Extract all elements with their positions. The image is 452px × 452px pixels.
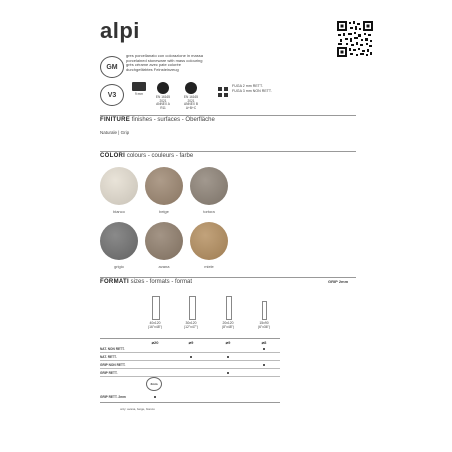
desc-line: durchgefärbtes Feinsteinzeug bbox=[126, 66, 179, 72]
spec-label: EN 16165 2021 ANNEX A R11 bbox=[155, 95, 171, 110]
desc-line: gres porcellanato con colorazione in massa bbox=[126, 53, 203, 58]
spec-label: EN 16165 2021 ANNEX B A+B+C bbox=[183, 95, 199, 110]
grip-2mm-badge: 2mm bbox=[146, 377, 162, 391]
format-inch: (16"x48") bbox=[148, 324, 162, 329]
format-size: 15x90 bbox=[259, 321, 269, 325]
swatch-label: beige bbox=[159, 209, 169, 214]
format-thickness: ⌀9 bbox=[225, 340, 231, 345]
format-label bbox=[176, 322, 206, 330]
material-description bbox=[126, 54, 246, 72]
v3-badge: V3 bbox=[100, 84, 124, 106]
grip-row-label: GRIP RETT. 2mm bbox=[100, 395, 126, 399]
table-row bbox=[100, 345, 280, 353]
swatch-label: bianco bbox=[113, 209, 125, 214]
divider bbox=[100, 338, 280, 339]
row-label: GRIP RETT. bbox=[100, 371, 118, 375]
row-label: NAT. NON RETT. bbox=[100, 347, 125, 351]
tile-40x120 bbox=[152, 296, 160, 320]
table-row bbox=[100, 361, 280, 369]
brand-title: alpi bbox=[100, 18, 140, 43]
joint-line: FUGA 2 mm RETT. bbox=[232, 84, 263, 88]
format-thickness: ⌀8 bbox=[261, 340, 267, 345]
format-inch: (12"x47") bbox=[184, 324, 198, 329]
colori-title: COLORI bbox=[100, 153, 126, 159]
divider bbox=[100, 277, 356, 278]
tile-15x90 bbox=[262, 301, 267, 320]
formati-heading bbox=[100, 279, 192, 285]
joint-icon bbox=[218, 84, 228, 94]
slip-wet-icon bbox=[185, 82, 197, 94]
row-label: NAT. RETT. bbox=[100, 355, 117, 359]
desc-line: grès cérame avec pate colorée bbox=[126, 62, 181, 68]
divider bbox=[100, 402, 280, 403]
swatch-avana bbox=[145, 222, 183, 260]
swatch-miele bbox=[190, 222, 228, 260]
qr-code bbox=[336, 20, 374, 58]
swatch-label: miele bbox=[204, 264, 214, 269]
spec-thickness bbox=[130, 82, 148, 97]
colori-heading bbox=[100, 153, 193, 159]
joint-line: FUGA 3 mm NON RETT. bbox=[232, 88, 272, 93]
spec-label: 9 mm bbox=[135, 92, 143, 96]
tile-20x120 bbox=[226, 296, 232, 320]
format-thickness: ⌀20 bbox=[151, 340, 159, 345]
swatch-beige bbox=[145, 167, 183, 205]
format-label bbox=[213, 322, 243, 330]
spec-slip-wet bbox=[182, 82, 200, 110]
format-inch: (6"x36") bbox=[257, 324, 271, 329]
row-label: GRIP NON RETT. bbox=[100, 363, 126, 367]
format-inch: (8"x48") bbox=[221, 324, 235, 329]
swatch-grigio bbox=[100, 222, 138, 260]
formati-title: FORMATI bbox=[100, 279, 129, 285]
tile-30x120 bbox=[189, 296, 196, 320]
availability-dot bbox=[154, 396, 156, 398]
swatch-label: grigio bbox=[114, 264, 124, 269]
divider bbox=[100, 151, 356, 152]
format-size: 30x120 bbox=[185, 321, 197, 325]
joint-info bbox=[232, 84, 272, 93]
slip-icon bbox=[157, 82, 169, 94]
thickness-icon bbox=[132, 82, 146, 91]
table-row bbox=[100, 369, 280, 377]
finiture-title: FINITURE bbox=[100, 117, 131, 123]
finiture-value: Naturale | Grip bbox=[100, 130, 130, 135]
grip-tag: GRIP 2mm bbox=[328, 279, 349, 284]
divider bbox=[100, 115, 356, 116]
format-size: 40x120 bbox=[149, 321, 161, 325]
grip-note: only: avana, beige, bianco bbox=[120, 407, 155, 411]
formati-subtitle: sizes - formats - format bbox=[130, 279, 192, 285]
format-label bbox=[140, 322, 170, 330]
format-size: 20x120 bbox=[222, 321, 234, 325]
swatch-label: tortora bbox=[203, 209, 215, 214]
finiture-heading bbox=[100, 117, 215, 123]
format-label bbox=[249, 322, 279, 330]
format-thickness: ⌀9 bbox=[188, 340, 194, 345]
swatch-label: avana bbox=[158, 264, 170, 269]
swatch-bianco bbox=[100, 167, 138, 205]
spec-slip bbox=[154, 82, 172, 110]
finiture-subtitle: finishes - surfaces - Oberfläche bbox=[131, 117, 215, 123]
desc-line: porcelained stoneware with mass colouring bbox=[126, 57, 203, 63]
gm-badge: GM bbox=[100, 56, 124, 78]
colori-subtitle: colours - couleurs - farbe bbox=[126, 153, 194, 159]
swatch-tortora bbox=[190, 167, 228, 205]
